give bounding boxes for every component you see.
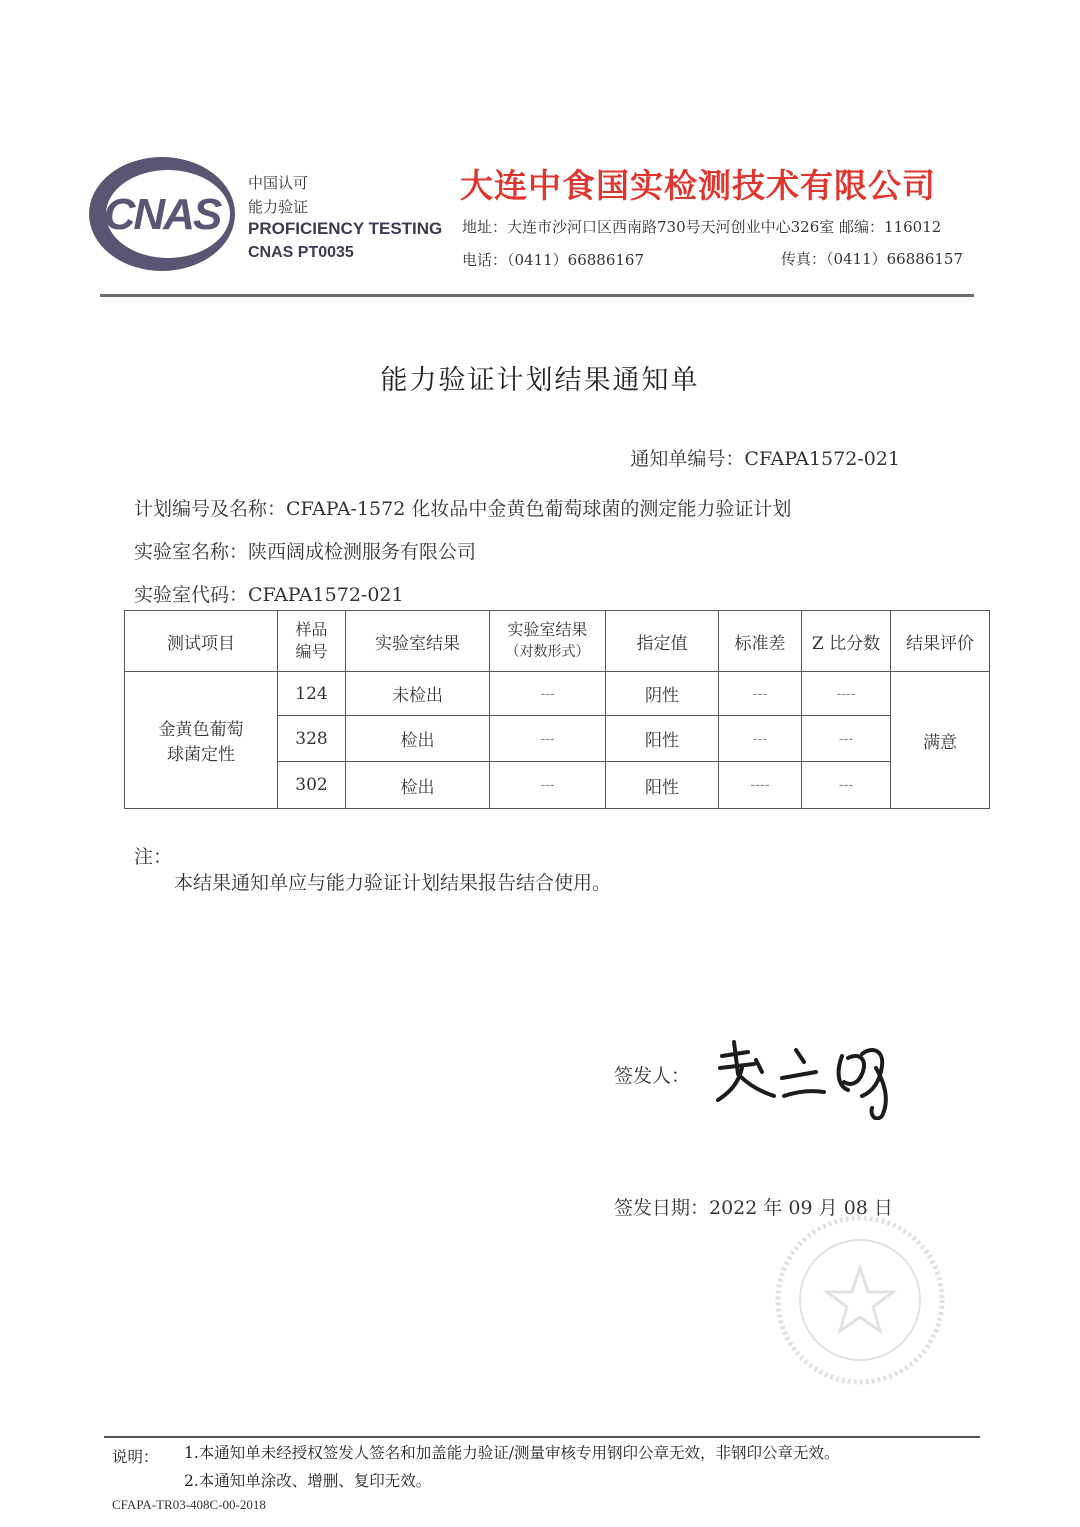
lab-name: 实验室名称：陕西阔成检测服务有限公司 xyxy=(134,541,477,563)
assigned-value: 阳性 xyxy=(606,762,719,809)
z-score: --- xyxy=(802,762,891,809)
sample-number: 124 xyxy=(278,672,346,716)
company-address: 地址：大连市沙河口区西南路730号天河创业中心326室 邮编：116012 xyxy=(462,218,942,236)
company-phone: 电话：（0411）66886167 xyxy=(462,251,645,269)
cnas-logo-text: CNAS xyxy=(103,190,221,239)
lab-result: 未检出 xyxy=(346,672,490,716)
issue-date: 签发日期：2022 年 09 月 08 日 xyxy=(614,1197,893,1219)
z-score: ---- xyxy=(802,672,891,716)
header-lab-result-log-line1: 实验室结果 xyxy=(507,620,588,639)
header-divider xyxy=(100,294,974,297)
test-item-line2: 球菌定性 xyxy=(167,745,235,765)
header-item: 测试项目 xyxy=(125,611,278,672)
lab-result: 检出 xyxy=(346,762,490,809)
sample-number: 302 xyxy=(278,762,346,809)
assigned-value: 阳性 xyxy=(606,716,719,762)
header-sample-no-line2: 编号 xyxy=(295,642,328,661)
cnas-pt-code: CNAS PT0035 xyxy=(248,244,354,261)
lab-result-log: --- xyxy=(490,716,606,762)
header-lab-result-log-line2: （对数形式） xyxy=(505,644,590,660)
header-lab-result-log xyxy=(490,611,606,672)
header-sample-no-line1: 样品 xyxy=(295,620,328,639)
header-std-dev: 标准差 xyxy=(719,611,802,672)
table-row xyxy=(125,672,990,716)
company-fax: 传真：（0411）66886157 xyxy=(780,250,963,268)
test-item-cell xyxy=(125,672,278,809)
z-score: --- xyxy=(802,716,891,762)
lab-result-log: --- xyxy=(490,672,606,716)
issuer-label: 签发人： xyxy=(614,1065,691,1087)
header-lab-result: 实验室结果 xyxy=(346,611,490,672)
handwritten-signature xyxy=(712,1038,902,1120)
lab-code: 实验室代码：CFAPA1572-021 xyxy=(134,584,404,606)
accreditation-cn-2: 能力验证 xyxy=(248,198,309,216)
std-dev: --- xyxy=(719,716,802,762)
header-z-score: Z 比分数 xyxy=(802,611,891,672)
header-evaluation: 结果评价 xyxy=(891,611,990,672)
lab-result-log: --- xyxy=(490,762,606,809)
header-sample-no xyxy=(278,611,346,672)
assigned-value: 阴性 xyxy=(606,672,719,716)
notice-number: 通知单编号：CFAPA1572-021 xyxy=(630,448,900,470)
sample-number: 328 xyxy=(278,716,346,762)
footer-note-1: 1.本通知单未经授权签发人签名和加盖能力验证/测量审核专用钢印公章无效，非钢印公章无效。 xyxy=(184,1444,840,1462)
footer-divider xyxy=(104,1436,980,1438)
lab-result: 检出 xyxy=(346,716,490,762)
notes-text: 本结果通知单应与能力验证计划结果报告结合使用。 xyxy=(174,872,612,894)
notes-label: 注： xyxy=(134,846,173,868)
document-title: 能力验证计划结果通知单 xyxy=(380,365,700,396)
evaluation-cell: 满意 xyxy=(891,672,990,809)
results-table xyxy=(124,610,990,809)
table-header-row xyxy=(125,611,990,672)
proficiency-testing-label: PROFICIENCY TESTING xyxy=(248,219,443,238)
cnas-logo xyxy=(86,155,238,273)
header-assigned-value: 指定值 xyxy=(606,611,719,672)
plan-name: 计划编号及名称：CFAPA-1572 化妆品中金黄色葡萄球菌的测定能力验证计划 xyxy=(134,498,792,520)
std-dev: --- xyxy=(719,672,802,716)
footer-label: 说明： xyxy=(112,1448,159,1466)
test-item-line1: 金黄色葡萄 xyxy=(158,720,244,740)
company-name: 大连中食国实检测技术有限公司 xyxy=(460,166,936,205)
embossed-seal-icon xyxy=(770,1210,950,1390)
form-code: CFAPA-TR03-408C-00-2018 xyxy=(112,1497,266,1512)
std-dev: ---- xyxy=(719,762,802,809)
footer-note-2: 2.本通知单涂改、增删、复印无效。 xyxy=(184,1472,432,1490)
accreditation-cn-1: 中国认可 xyxy=(248,174,309,192)
